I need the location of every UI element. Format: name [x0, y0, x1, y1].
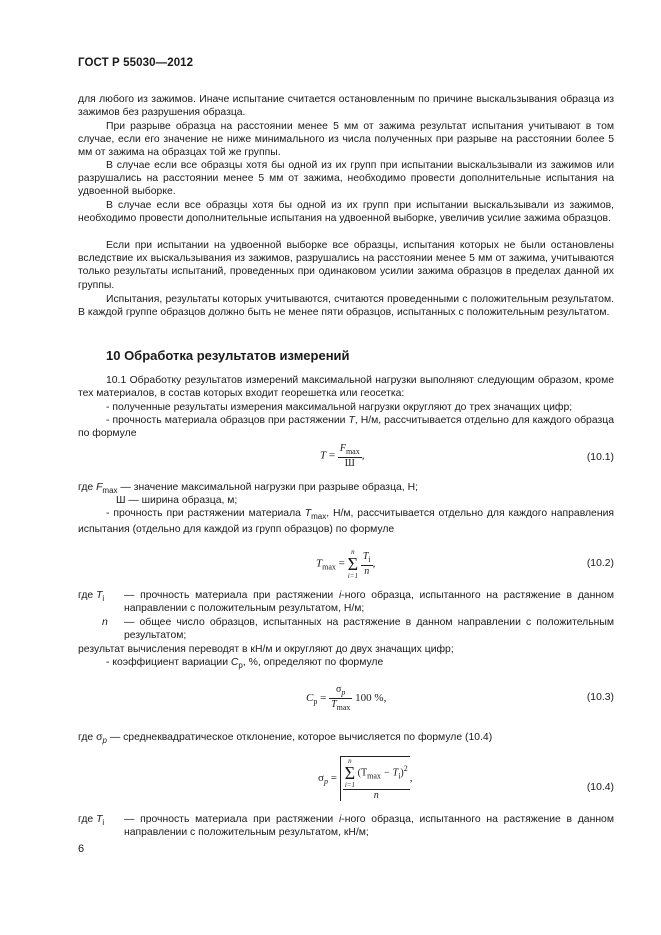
- equation-number: (10.3): [586, 692, 614, 703]
- where-definition: где $F_{max}$ — значение максимальной нагрузки при разрыве образца, Н;: [78, 482, 418, 496]
- where-definition: где $\sigma_p$ — среднеквадратическое отклонение, которое вычисляется по формуле (10.4): [78, 732, 493, 746]
- fraction: $\frac{\sigma_p}{T_{max}}$: [331, 684, 351, 712]
- square-root: [340, 756, 410, 801]
- page-number: 6: [78, 843, 85, 855]
- bullet-item: - прочность при растяжении материала $T_{max}$, Н/м, рассчитывается отдельно для каждого направления испытания (отдельно для каждой из групп образцов) по формуле: [78, 508, 614, 536]
- paragraph: При разрыве образца на расстоянии менее 5 мм от зажима результат испытания учитывают в том случае, если его значение не ниже минимального из числа полученных при разрыве на расстоянии более 5 мм от зажима на образцах той же группы.: [78, 121, 614, 159]
- paragraph: В случае если все образцы хотя бы одной из их групп при испытании выскальзывали из зажимов или разрушались на расстоянии менее 5 мм от зажима, необходимо провести дополнительные испытания на удвоенной выборке.: [78, 160, 614, 198]
- paragraph: для любого из зажимов. Иначе испытание считается остановленным по причине выскальзывания образца из зажимов без разрушения образца.: [78, 94, 614, 119]
- equation-number: (10.2): [586, 558, 614, 569]
- paragraph: В случае если все образцы хотя бы одной из их групп при испытании выскальзывали из зажимов, необходимо провести дополнительные испытания на удвоенной выборке, увеличив усилие зажима образцов.: [78, 200, 614, 225]
- paragraph: Испытания, результаты которых учитываются, считаются проведенными с положительным результатом. В каждой группе образцов должно быть не менее пяти образцов, испытанных с положительным результатом.: [78, 294, 614, 319]
- formula-10-2: $T_{max}$ = n Σ i=1 $\frac{T_i}{n}$ ,: [316, 548, 376, 580]
- summation-sign: n Σ i=1: [347, 548, 359, 580]
- result-note: результат вычисления переводят в кН/м и округляют до двух значащих цифр;: [78, 644, 454, 655]
- where-definition: n — общее число образцов, испытанных на растяжение в данном направлении с положительным результатом;: [102, 617, 614, 642]
- document-standard-number: ГОСТ Р 55030—2012: [78, 57, 194, 69]
- where-definition: где $T_i$ — прочность материала при растяжении i-ного образца, испытанного на растяжение в данном направлении с положительным результатом, Н/м;: [78, 590, 614, 615]
- equation-number: (10.4): [586, 782, 614, 793]
- bullet-item: - полученные результаты измерения максимальной нагрузки округляют до трех значащих цифр;: [106, 402, 573, 413]
- bullet-item: - коэффициент вариации $C_p$, %, определяют по формуле: [106, 657, 384, 671]
- where-definition: Ш — ширина образца, м;: [116, 495, 238, 506]
- bullet-item: - прочность материала образцов при растяжении T, Н/м, рассчитывается отдельно для каждого образца по формуле: [78, 415, 614, 440]
- paragraph: Если при испытании на удвоенной выборке все образцы, испытания которых не были остановлены вследствие их выскальзывания из зажимов, разрушались на расстоянии менее 5 мм от зажима, учитываются только результаты испытаний, проведенных при одинаковом усилии зажима образцов в пределах данной их группы.: [78, 240, 614, 291]
- fraction: n Σ i=1 $(T_{max} - T_i)^2$ n: [344, 757, 408, 801]
- equation-number: (10.1): [586, 452, 614, 463]
- formula-10-4: $\sigma_p$ = n Σ i=1 $(T_{max} - T_i)^2$ n ,: [318, 757, 413, 801]
- section-heading: 10 Обработка результатов измерений: [106, 348, 350, 363]
- clause-intro: 10.1 Обработку результатов измерений максимальной нагрузки выполняют следующим образом, кроме тех материалов, в состав которых входит георешетка или геосетка:: [78, 375, 614, 400]
- fraction: $\frac{T_i}{n}$: [362, 551, 371, 577]
- summation-sign: n Σ i=1: [344, 757, 356, 789]
- fraction: $\frac{F_{max}}{Ш}$: [339, 443, 360, 469]
- formula-10-3: $C_p$ = $\frac{\sigma_p}{T_{max}}$ 100 %,: [306, 684, 387, 712]
- where-definition: где $T_i$ — прочность материала при растяжении i-ного образца, испытанного на растяжение в данном направлении с положительным результатом, кН/м;: [78, 814, 614, 839]
- formula-10-1: T = $\frac{F_{max}}{Ш}$ ,: [320, 443, 365, 469]
